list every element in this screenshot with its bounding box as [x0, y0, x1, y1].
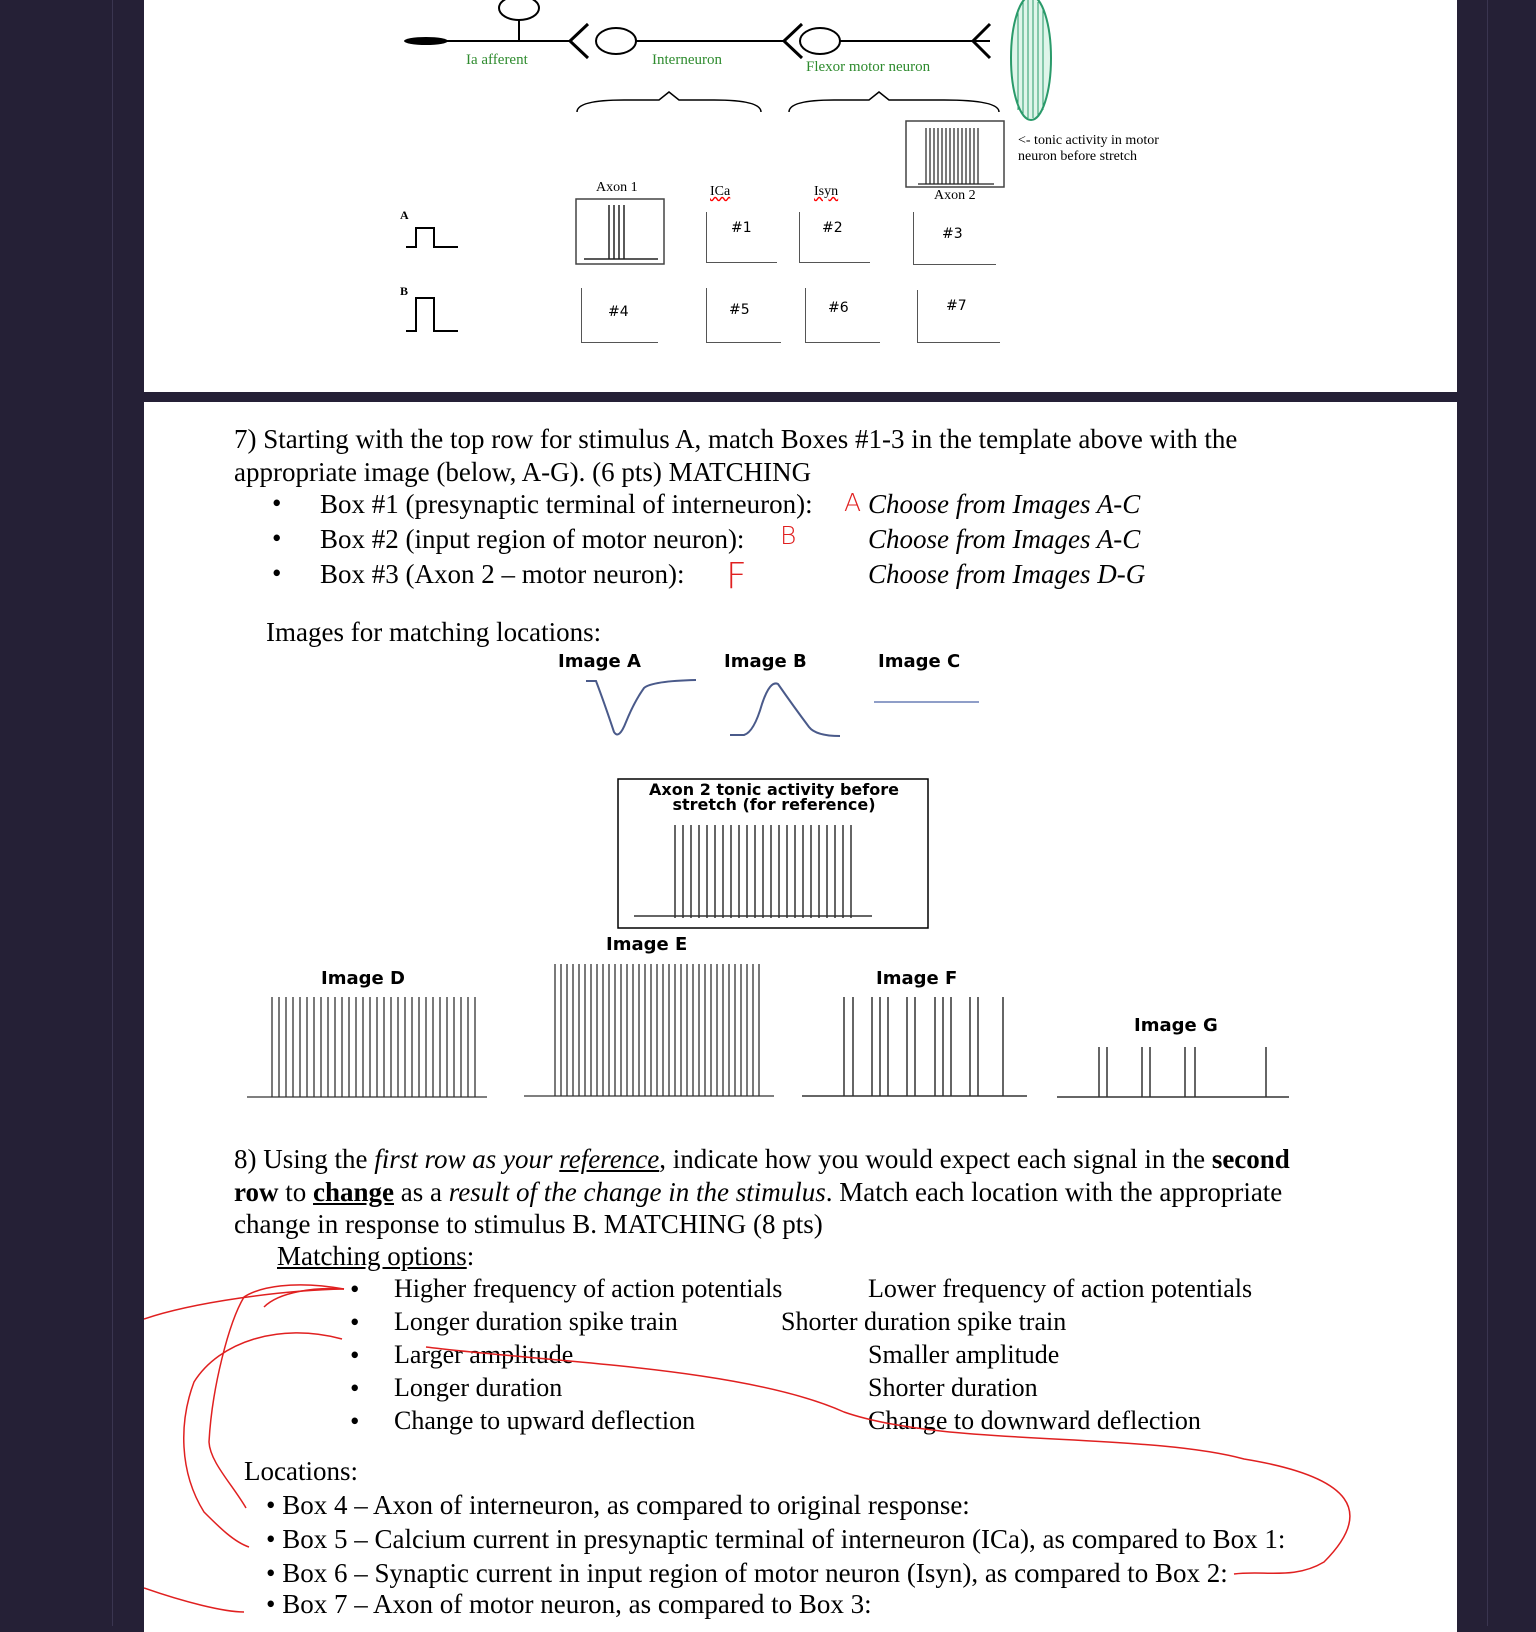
option-left-2: Longer duration spike train [394, 1307, 678, 1336]
template-box-7: #7 [917, 290, 1000, 343]
option-right-3: Smaller amplitude [868, 1340, 1060, 1369]
q7-line2: appropriate image (below, A-G). (6 pts) MATCHING [234, 457, 812, 487]
reference-title: Axon 2 tonic activity before stretch (for reference) [649, 780, 899, 814]
location-box-4: • Box 4 – Axon of interneuron, as compared to original response: [266, 1490, 970, 1520]
option-right-4: Shorter duration [868, 1373, 1038, 1402]
matching-options-heading: Matching options: [277, 1241, 475, 1271]
option-right-2: Shorter duration spike train [781, 1307, 1067, 1336]
image-c-label: Image C [878, 651, 961, 672]
images-heading: Images for matching locations: [266, 617, 602, 647]
template-box-1: #1 [706, 212, 777, 263]
interneuron-label: Interneuron [652, 52, 722, 68]
ica-label: ICa [710, 184, 731, 199]
axon2-label: Axon 2 [934, 188, 976, 203]
template-box-6: #6 [805, 288, 880, 343]
image-g-label: Image G [1134, 1015, 1218, 1036]
q8-line1: 8) Using the first row as your reference, indicate how you would expect each signal in the second [234, 1144, 1290, 1174]
q8-line3: change in response to stimulus B. MATCHING (8 pts) [234, 1209, 823, 1239]
option-left-3: Larger amplitude [394, 1340, 574, 1369]
ia-afferent-label: Ia afferent [466, 52, 528, 68]
location-box-7: • Box 7 – Axon of motor neuron, as compared to Box 3: [266, 1589, 872, 1619]
stimulus-b-label: B [400, 284, 409, 298]
image-e-label: Image E [606, 934, 688, 955]
handwritten-annotations [144, 402, 1457, 1632]
option-left-1: Higher frequency of action potentials [394, 1274, 783, 1303]
image-a-label: Image A [558, 651, 641, 672]
flexor-label: Flexor motor neuron [806, 59, 931, 75]
image-f-label: Image F [876, 968, 958, 989]
q7-answer-1: A [844, 488, 862, 517]
stimulus-a-label: A [400, 208, 409, 222]
isyn-label: Isyn [814, 184, 839, 199]
option-left-5: Change to upward deflection [394, 1406, 696, 1435]
circuit-diagram [144, 0, 1457, 392]
image-b-label: Image B [724, 651, 807, 672]
question-page: 7) Starting with the top row for stimulus A, match Boxes #1-3 in the template above with the appropriate image (below, A-G). (6 pts) MATCHING • Box #1 (presynaptic terminal of interneuron): A Choose from Images A-C • Box #2 (input region of motor neuron): B Choose from Images A-C • Box #3 (Axon 2 – motor neuron): F Choose from Images D-G Images for matching locations: Image A Image B Image C Axon 2 tonic activity before stretch (for reference) Image E Image D Image F Image G 8) Using the first row as your reference, indicate how you would expect each signal in the second row to change as a result of the change in the stimulus. Match each location with the appropriate change in response to stimulus B. MATCHING (8 pts) Matching options: • Higher frequency of action potentials Lower frequency of action potentials • Longer duration spike train Shorter duration spike train • Larger amplitude Smaller amplitude • Longer duration Shorter duration • Change to upward deflection Change to downward deflection Locations: • Box 4 – Axon of interneuron, as compared to original response: • Box 5 – Calcium current in presynaptic terminal of interneuron (ICa), as compared to Box 1: • Box 6 – Synaptic current in input region of motor neuron (Isyn), as compared to Box 2: • Box 7 – Axon of motor neuron, as compared to Box 3: [144, 402, 1457, 1632]
template-box-2: #2 [799, 212, 870, 263]
option-right-5: Change to downward deflection [868, 1406, 1201, 1435]
q7-answer-3: F [726, 556, 747, 597]
circuit-diagram-page [144, 0, 1457, 392]
q7-answer-2: B [780, 521, 797, 550]
template-box-3: #3 [913, 212, 996, 265]
q7-line1: 7) Starting with the top row for stimulus A, match Boxes #1-3 in the template above with the [234, 424, 1238, 454]
tonic-note: <- tonic activity in motor neuron before stretch [1018, 133, 1159, 164]
image-d-label: Image D [321, 968, 405, 989]
location-box-6: • Box 6 – Synaptic current in input region of motor neuron (Isyn), as compared to Box 2: [266, 1558, 1228, 1588]
option-left-4: Longer duration [394, 1373, 563, 1402]
axon1-label: Axon 1 [596, 180, 638, 195]
template-box-4: #4 [581, 288, 658, 343]
template-box-5: #5 [706, 288, 781, 343]
q8-line2: row to change as a result of the change in the stimulus. Match each location with the appropriate [234, 1177, 1283, 1207]
location-box-5: • Box 5 – Calcium current in presynaptic terminal of interneuron (ICa), as compared to Box 1: [266, 1524, 1286, 1554]
option-right-1: Lower frequency of action potentials [868, 1274, 1253, 1303]
locations-heading: Locations: [244, 1456, 358, 1486]
